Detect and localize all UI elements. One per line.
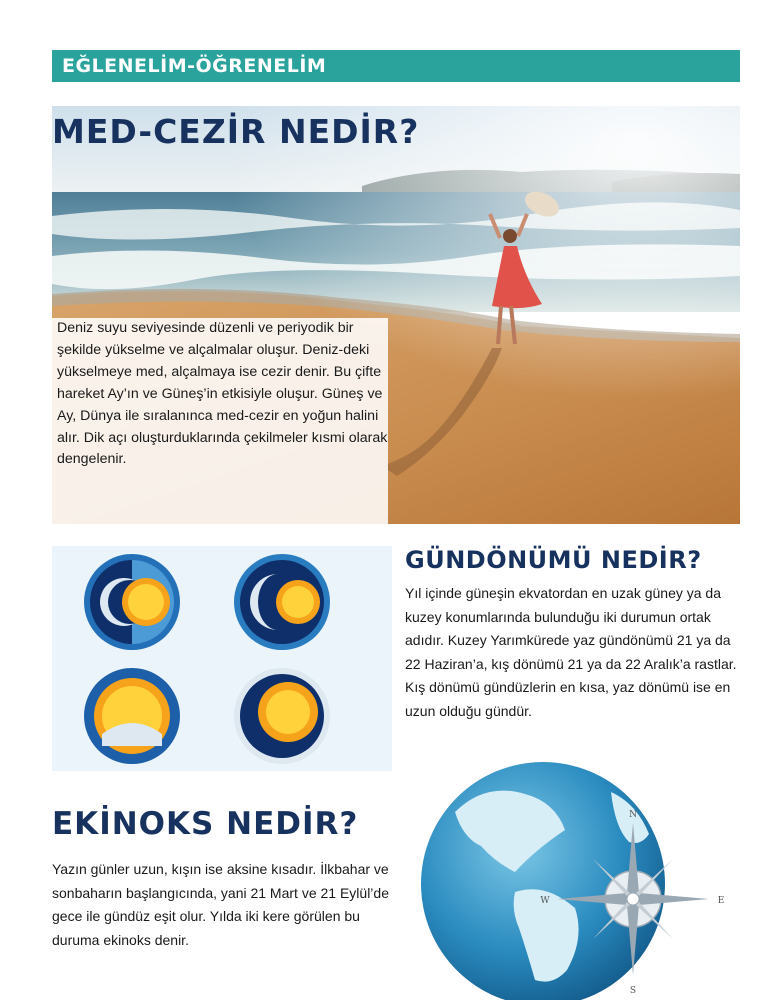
section-header-bar — [52, 50, 740, 82]
compass-s: S — [629, 986, 637, 996]
moon-half-sun-icon — [84, 554, 180, 650]
equinox-title: EKİNOKS NEDİR? — [52, 806, 359, 842]
solstice-body: Yıl içinde güneşin ekvatordan en uzak güney ya da kuzey konumlarında bulunduğu iki durumun ortak adıdır. Kuzey Yarımkürede yaz gündönümü 21 ya da 22 Haziran’a, kış dönümü 21 ya da 22 Aralık’a rastlar. Kış dönümü gündüzlerin en kısa, yaz dönümü ise en uzun olduğu gündür. — [405, 585, 737, 719]
section-header-label: EĞLENELİM-ÖĞRENELİM — [62, 55, 327, 77]
sun-night-sky-icon — [234, 668, 330, 764]
tides-text-box — [52, 318, 388, 524]
globe-with-compass — [415, 742, 765, 1000]
compass-w: W — [540, 896, 550, 906]
compass-n: N — [629, 810, 637, 820]
crescent-moon-sun-icon — [234, 554, 330, 650]
compass-e: E — [717, 896, 725, 906]
sun-moon-icons — [52, 546, 392, 771]
solstice-title: GÜNDÖNÜMÜ NEDİR? — [405, 546, 702, 574]
sun-on-blue-icon — [84, 668, 180, 764]
equinox-body: Yazın günler uzun, kışın ise aksine kısadır. İlkbahar ve sonbaharın başlangıcında, yani 21 Mart ve 21 Eylül’de gece ile gündüz eşit olur. Yılda iki kere görülen bu duruma ekinoks denir. — [52, 861, 389, 948]
tides-title: MED-CEZİR NEDİR? — [52, 112, 420, 151]
tides-body: Deniz suyu seviyesinde düzenli ve periyodik bir şekilde yükselme ve alçalmalar oluşur. Deniz-deki yükselmeye med, alçalmaya ise cezir denir. Bu çifte hareket Ay’ın ve Güneş’in etkisiyle oluşur. Güneş ve Ay, Dünya ile sıralanınca med-cezir en yoğun halini alır. Dik açı oluşturduklarında çekilmeler kısmi olarak dengelenir. — [57, 320, 388, 468]
